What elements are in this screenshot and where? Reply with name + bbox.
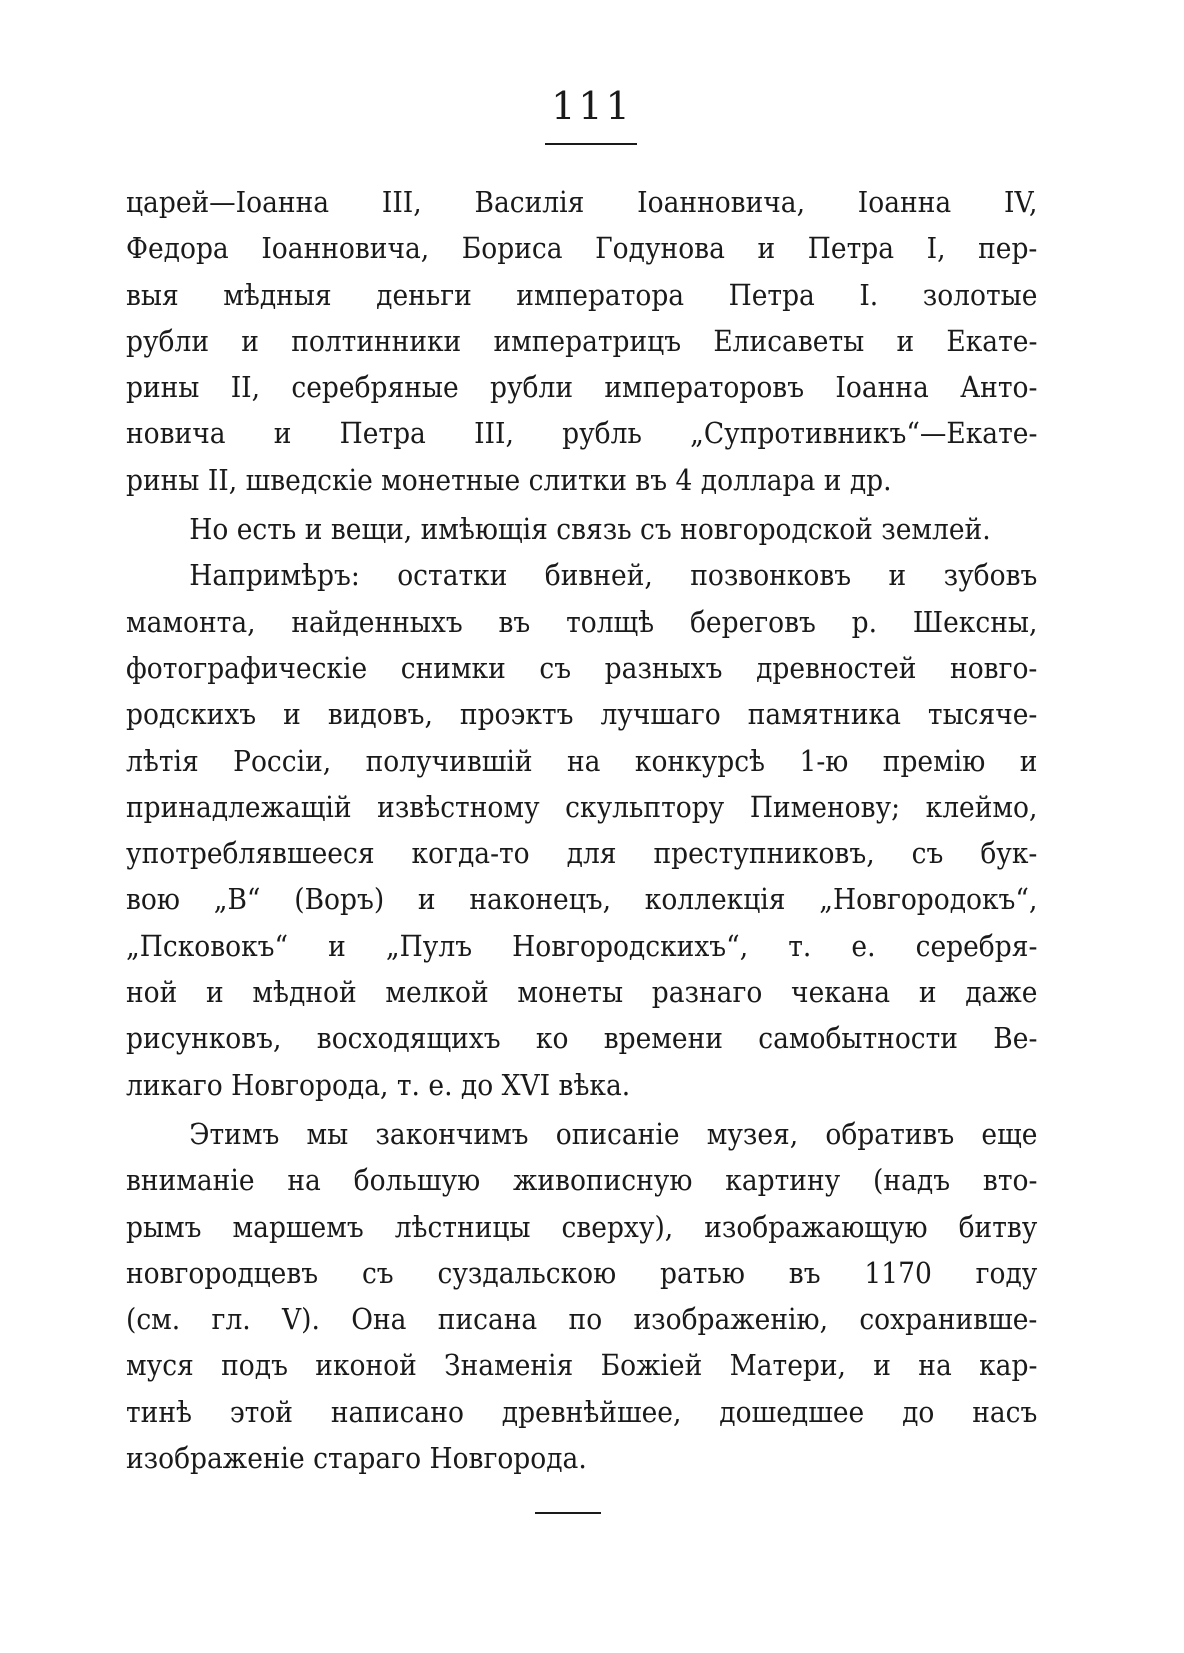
text-line: тинѣ этой написано древнѣйшее, дошедшее до насъ [126, 1395, 1038, 1429]
page-number-rule [545, 143, 637, 145]
text-line: рины II, серебряные рубли императоровъ Іоанна Анто- [126, 371, 1038, 405]
end-rule [535, 1512, 601, 1514]
body-text [126, 180, 1038, 1482]
text-line: „Псковокъ“ и „Пулъ Новгородскихъ“, т. е. серебря- [126, 929, 1038, 963]
text-line: изображеніе стараго Новгорода. [126, 1442, 587, 1476]
text-line: выя мѣдныя деньги императора Петра I. золотые [126, 278, 1038, 312]
text-line: рубли и полтинники императрицъ Елисаветы и Екате- [126, 324, 1038, 358]
paragraph [126, 553, 1037, 1109]
text-line: ной и мѣдной мелкой монеты разнаго чекана и даже [126, 976, 1038, 1010]
text-line: фотографическіе снимки съ разныхъ древностей новго- [126, 651, 1038, 685]
page-number: 111 [551, 84, 633, 128]
text-line: родскихъ и видовъ, проэктъ лучшаго памятника тысяче- [126, 698, 1038, 732]
text-line: рисунковъ, восходящихъ ко времени самобытности Ве- [126, 1022, 1038, 1056]
body-text-inner [126, 180, 1037, 1482]
text-line: лѣтія Россіи, получившій на конкурсѣ 1-ю премію и [126, 744, 1038, 778]
text-line: Федора Іоанновича, Бориса Годунова и Петра I, пер- [126, 232, 1038, 266]
text-line: муся подъ иконой Знаменія Божіей Матери, и на кар- [126, 1349, 1038, 1383]
paragraph [126, 507, 1037, 553]
text-line: ликаго Новгорода, т. е. до XVI вѣка. [126, 1068, 631, 1102]
paragraph [126, 1112, 1037, 1482]
paragraph [126, 180, 1037, 504]
text-line: новича и Петра III, рубль „Супротивникъ“—Екате- [126, 417, 1038, 451]
text-line: употреблявшееся когда-то для преступниковъ, съ бук- [126, 837, 1038, 871]
text-line: царей—Іоанна III, Василія Іоанновича, Іоанна IV, [126, 186, 1038, 219]
text-line: рины II, шведскіе монетные слитки въ 4 доллара и др. [126, 463, 892, 497]
text-line: мамонта, найденныхъ въ толщѣ береговъ р. Шексны, [126, 605, 1038, 639]
text-line: (см. гл. V). Она писана по изображенію, сохранивше- [126, 1303, 1038, 1337]
text-line: новгородцевъ съ суздальскою ратью въ 1170 году [126, 1256, 1038, 1290]
text-line: вою „В“ (Воръ) и наконецъ, коллекція „Новгородокъ“, [126, 883, 1038, 917]
text-line: принадлежащій извѣстному скульптору Пименову; клеймо, [126, 790, 1038, 824]
text-line: Но есть и вещи, имѣющія связь съ новгородской землей. [189, 513, 991, 547]
text-line: Напримѣръ: остатки бивней, позвонковъ и зубовъ [189, 559, 1038, 593]
text-line: вниманіе на большую живописную картину (надъ вто- [126, 1164, 1038, 1198]
text-line: Этимъ мы закончимъ описаніе музея, обративъ еще [189, 1117, 1038, 1151]
text-line: рымъ маршемъ лѣстницы сверху), изображающую битву [126, 1210, 1038, 1244]
